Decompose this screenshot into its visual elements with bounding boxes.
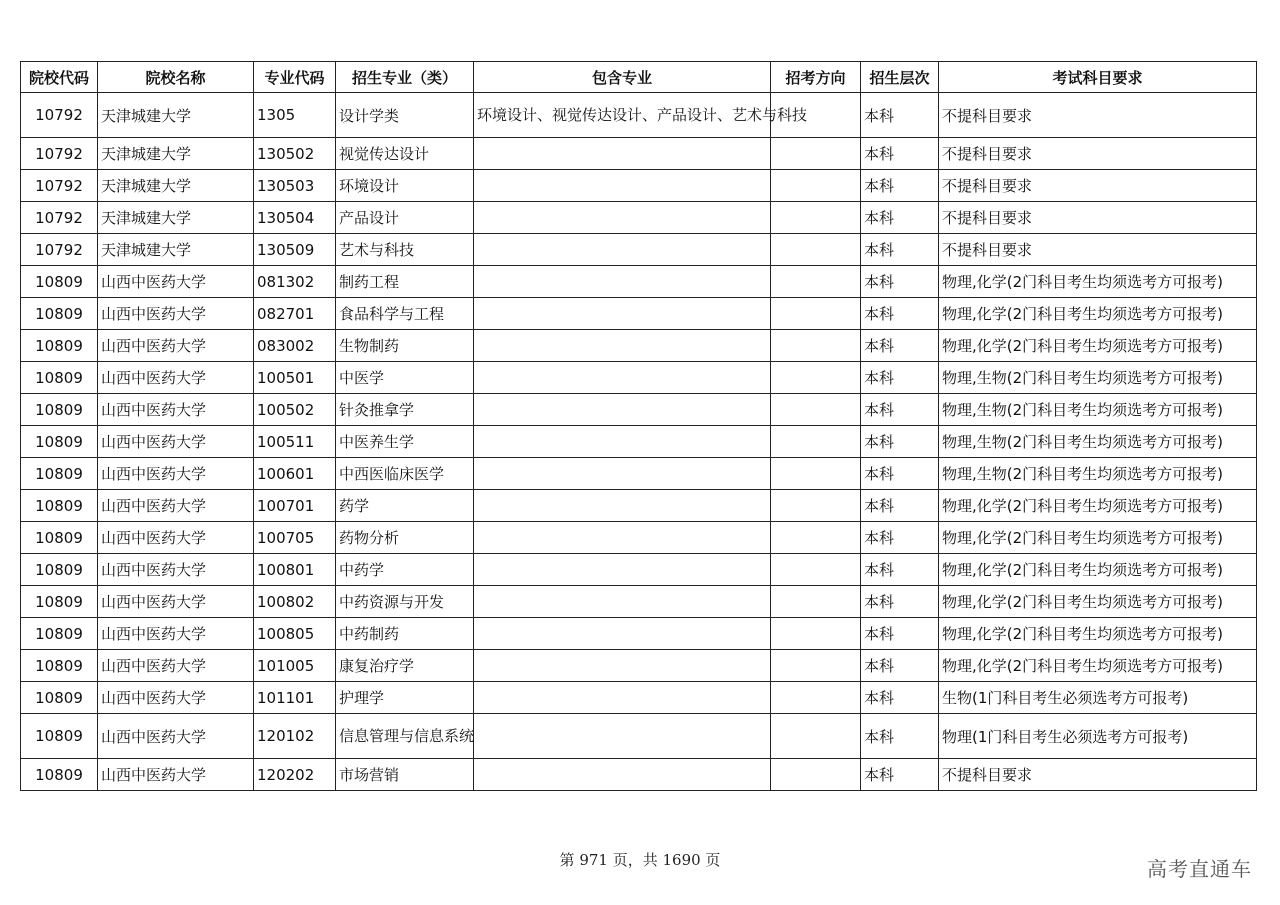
cell-major-code: 120102 bbox=[254, 714, 336, 759]
cell-school-code: 10792 bbox=[21, 234, 98, 266]
table-row bbox=[21, 394, 1257, 426]
cell-subject-requirements: 不提科目要求 bbox=[939, 759, 1257, 791]
cell-direction bbox=[771, 759, 861, 791]
page-number: 第 971 页，共 1690 页 bbox=[559, 851, 721, 869]
cell-major-category: 中药制药 bbox=[336, 618, 474, 650]
cell-subject-requirements: 物理,化学(2门科目考生均须选考方可报考) bbox=[939, 490, 1257, 522]
cell-major-code: 100705 bbox=[254, 522, 336, 554]
cell-included-majors bbox=[474, 586, 771, 618]
cell-school-name: 山西中医药大学 bbox=[98, 298, 254, 330]
cell-direction bbox=[771, 298, 861, 330]
cell-direction bbox=[771, 266, 861, 298]
cell-major-code: 101101 bbox=[254, 682, 336, 714]
cell-major-category: 市场营销 bbox=[336, 759, 474, 791]
cell-school-code: 10809 bbox=[21, 714, 98, 759]
cell-direction bbox=[771, 586, 861, 618]
cell-included-majors bbox=[474, 490, 771, 522]
cell-major-code: 100801 bbox=[254, 554, 336, 586]
cell-major-code: 100502 bbox=[254, 394, 336, 426]
cell-major-category: 视觉传达设计 bbox=[336, 138, 474, 170]
cell-school-name: 天津城建大学 bbox=[98, 93, 254, 138]
cell-direction bbox=[771, 618, 861, 650]
cell-direction bbox=[771, 330, 861, 362]
cell-included-majors bbox=[474, 330, 771, 362]
cell-level: 本科 bbox=[861, 298, 939, 330]
cell-major-category: 中医养生学 bbox=[336, 426, 474, 458]
cell-included-majors bbox=[474, 650, 771, 682]
cell-included-majors bbox=[474, 682, 771, 714]
cell-subject-requirements: 物理,化学(2门科目考生均须选考方可报考) bbox=[939, 330, 1257, 362]
cell-included-majors: 环境设计、视觉传达设计、产品设计、艺术与科技 bbox=[474, 93, 771, 138]
cell-school-name: 山西中医药大学 bbox=[98, 490, 254, 522]
cell-subject-requirements: 不提科目要求 bbox=[939, 202, 1257, 234]
cell-major-code: 081302 bbox=[254, 266, 336, 298]
cell-school-name: 天津城建大学 bbox=[98, 202, 254, 234]
header-school-name: 院校名称 bbox=[98, 62, 254, 93]
cell-school-name: 天津城建大学 bbox=[98, 234, 254, 266]
cell-level: 本科 bbox=[861, 362, 939, 394]
cell-level: 本科 bbox=[861, 330, 939, 362]
cell-major-code: 100802 bbox=[254, 586, 336, 618]
cell-level: 本科 bbox=[861, 138, 939, 170]
cell-major-category: 食品科学与工程 bbox=[336, 298, 474, 330]
cell-subject-requirements: 物理(1门科目考生必须选考方可报考) bbox=[939, 714, 1257, 759]
cell-direction bbox=[771, 234, 861, 266]
admissions-table bbox=[20, 61, 1257, 791]
cell-level: 本科 bbox=[861, 266, 939, 298]
table-row bbox=[21, 618, 1257, 650]
cell-level: 本科 bbox=[861, 170, 939, 202]
table-row bbox=[21, 330, 1257, 362]
table-row bbox=[21, 298, 1257, 330]
cell-level: 本科 bbox=[861, 714, 939, 759]
cell-school-name: 山西中医药大学 bbox=[98, 554, 254, 586]
cell-school-code: 10809 bbox=[21, 458, 98, 490]
cell-subject-requirements: 物理,化学(2门科目考生均须选考方可报考) bbox=[939, 618, 1257, 650]
table-row bbox=[21, 170, 1257, 202]
table-row bbox=[21, 490, 1257, 522]
cell-included-majors bbox=[474, 714, 771, 759]
watermark-logo-text: 高考直通车 bbox=[1147, 857, 1252, 881]
table-row bbox=[21, 426, 1257, 458]
table-row bbox=[21, 362, 1257, 394]
cell-school-name: 山西中医药大学 bbox=[98, 650, 254, 682]
cell-school-name: 山西中医药大学 bbox=[98, 330, 254, 362]
cell-subject-requirements: 物理,生物(2门科目考生均须选考方可报考) bbox=[939, 426, 1257, 458]
cell-included-majors bbox=[474, 554, 771, 586]
cell-school-name: 山西中医药大学 bbox=[98, 426, 254, 458]
cell-level: 本科 bbox=[861, 458, 939, 490]
cell-included-majors bbox=[474, 234, 771, 266]
cell-major-category: 药学 bbox=[336, 490, 474, 522]
cell-school-code: 10809 bbox=[21, 298, 98, 330]
cell-major-code: 083002 bbox=[254, 330, 336, 362]
cell-school-name: 天津城建大学 bbox=[98, 170, 254, 202]
table-row bbox=[21, 759, 1257, 791]
cell-included-majors bbox=[474, 426, 771, 458]
table-row bbox=[21, 586, 1257, 618]
cell-school-name: 山西中医药大学 bbox=[98, 458, 254, 490]
cell-direction bbox=[771, 554, 861, 586]
cell-school-name: 山西中医药大学 bbox=[98, 759, 254, 791]
table-row bbox=[21, 202, 1257, 234]
cell-major-code: 130504 bbox=[254, 202, 336, 234]
cell-school-code: 10809 bbox=[21, 759, 98, 791]
cell-major-category: 设计学类 bbox=[336, 93, 474, 138]
cell-school-code: 10809 bbox=[21, 522, 98, 554]
table-row bbox=[21, 458, 1257, 490]
cell-school-code: 10792 bbox=[21, 202, 98, 234]
cell-level: 本科 bbox=[861, 93, 939, 138]
table-row bbox=[21, 650, 1257, 682]
cell-major-category: 产品设计 bbox=[336, 202, 474, 234]
cell-included-majors bbox=[474, 202, 771, 234]
cell-school-code: 10809 bbox=[21, 650, 98, 682]
header-major-category: 招生专业（类） bbox=[336, 62, 474, 93]
table-body bbox=[21, 93, 1257, 791]
cell-subject-requirements: 不提科目要求 bbox=[939, 138, 1257, 170]
cell-major-category: 针灸推拿学 bbox=[336, 394, 474, 426]
cell-school-name: 山西中医药大学 bbox=[98, 586, 254, 618]
cell-level: 本科 bbox=[861, 394, 939, 426]
header-major-code: 专业代码 bbox=[254, 62, 336, 93]
table-row bbox=[21, 234, 1257, 266]
cell-level: 本科 bbox=[861, 522, 939, 554]
cell-subject-requirements: 物理,生物(2门科目考生均须选考方可报考) bbox=[939, 362, 1257, 394]
cell-major-code: 101005 bbox=[254, 650, 336, 682]
cell-major-code: 100501 bbox=[254, 362, 336, 394]
cell-major-code: 100511 bbox=[254, 426, 336, 458]
cell-major-code: 082701 bbox=[254, 298, 336, 330]
cell-school-name: 山西中医药大学 bbox=[98, 266, 254, 298]
table-row bbox=[21, 714, 1257, 759]
cell-subject-requirements: 不提科目要求 bbox=[939, 170, 1257, 202]
cell-level: 本科 bbox=[861, 234, 939, 266]
cell-major-code: 100701 bbox=[254, 490, 336, 522]
cell-direction bbox=[771, 394, 861, 426]
cell-subject-requirements: 物理,生物(2门科目考生均须选考方可报考) bbox=[939, 394, 1257, 426]
table-row bbox=[21, 266, 1257, 298]
cell-major-code: 100601 bbox=[254, 458, 336, 490]
cell-subject-requirements: 物理,化学(2门科目考生均须选考方可报考) bbox=[939, 554, 1257, 586]
cell-major-category: 护理学 bbox=[336, 682, 474, 714]
cell-included-majors bbox=[474, 618, 771, 650]
cell-school-name: 山西中医药大学 bbox=[98, 394, 254, 426]
cell-included-majors bbox=[474, 138, 771, 170]
cell-subject-requirements: 物理,化学(2门科目考生均须选考方可报考) bbox=[939, 266, 1257, 298]
cell-major-category: 信息管理与信息系统 bbox=[336, 714, 474, 759]
cell-school-code: 10809 bbox=[21, 394, 98, 426]
cell-school-code: 10809 bbox=[21, 362, 98, 394]
cell-direction bbox=[771, 202, 861, 234]
cell-major-category: 康复治疗学 bbox=[336, 650, 474, 682]
cell-included-majors bbox=[474, 170, 771, 202]
cell-school-code: 10809 bbox=[21, 426, 98, 458]
table-row bbox=[21, 522, 1257, 554]
cell-direction bbox=[771, 490, 861, 522]
cell-major-category: 中药学 bbox=[336, 554, 474, 586]
cell-subject-requirements: 物理,化学(2门科目考生均须选考方可报考) bbox=[939, 650, 1257, 682]
cell-subject-requirements: 物理,化学(2门科目考生均须选考方可报考) bbox=[939, 522, 1257, 554]
cell-school-code: 10792 bbox=[21, 93, 98, 138]
header-included-majors: 包含专业 bbox=[474, 62, 771, 93]
cell-included-majors bbox=[474, 394, 771, 426]
cell-level: 本科 bbox=[861, 682, 939, 714]
cell-direction bbox=[771, 522, 861, 554]
cell-major-code: 130503 bbox=[254, 170, 336, 202]
cell-direction bbox=[771, 714, 861, 759]
cell-level: 本科 bbox=[861, 426, 939, 458]
cell-subject-requirements: 生物(1门科目考生必须选考方可报考) bbox=[939, 682, 1257, 714]
table-row bbox=[21, 93, 1257, 138]
cell-direction bbox=[771, 458, 861, 490]
cell-major-category: 药物分析 bbox=[336, 522, 474, 554]
cell-level: 本科 bbox=[861, 759, 939, 791]
cell-major-code: 1305 bbox=[254, 93, 336, 138]
cell-included-majors bbox=[474, 298, 771, 330]
table-row bbox=[21, 554, 1257, 586]
cell-school-code: 10809 bbox=[21, 586, 98, 618]
cell-level: 本科 bbox=[861, 202, 939, 234]
cell-school-code: 10792 bbox=[21, 170, 98, 202]
cell-included-majors bbox=[474, 362, 771, 394]
cell-level: 本科 bbox=[861, 490, 939, 522]
table-row bbox=[21, 682, 1257, 714]
cell-direction bbox=[771, 138, 861, 170]
cell-major-category: 环境设计 bbox=[336, 170, 474, 202]
cell-major-category: 中西医临床医学 bbox=[336, 458, 474, 490]
cell-school-code: 10809 bbox=[21, 618, 98, 650]
cell-level: 本科 bbox=[861, 650, 939, 682]
cell-school-name: 山西中医药大学 bbox=[98, 714, 254, 759]
cell-level: 本科 bbox=[861, 586, 939, 618]
cell-school-name: 天津城建大学 bbox=[98, 138, 254, 170]
cell-school-code: 10809 bbox=[21, 682, 98, 714]
cell-school-name: 山西中医药大学 bbox=[98, 362, 254, 394]
cell-school-code: 10809 bbox=[21, 266, 98, 298]
header-subject-requirements: 考试科目要求 bbox=[939, 62, 1257, 93]
cell-major-code: 130502 bbox=[254, 138, 336, 170]
cell-school-name: 山西中医药大学 bbox=[98, 682, 254, 714]
cell-subject-requirements: 不提科目要求 bbox=[939, 234, 1257, 266]
table-row bbox=[21, 138, 1257, 170]
cell-direction bbox=[771, 362, 861, 394]
cell-major-code: 130509 bbox=[254, 234, 336, 266]
cell-subject-requirements: 物理,生物(2门科目考生均须选考方可报考) bbox=[939, 458, 1257, 490]
cell-major-category: 艺术与科技 bbox=[336, 234, 474, 266]
cell-included-majors bbox=[474, 759, 771, 791]
cell-included-majors bbox=[474, 522, 771, 554]
cell-level: 本科 bbox=[861, 554, 939, 586]
header-school-code: 院校代码 bbox=[21, 62, 98, 93]
cell-level: 本科 bbox=[861, 618, 939, 650]
cell-direction bbox=[771, 170, 861, 202]
cell-school-code: 10792 bbox=[21, 138, 98, 170]
cell-school-code: 10809 bbox=[21, 554, 98, 586]
cell-direction bbox=[771, 650, 861, 682]
cell-major-code: 100805 bbox=[254, 618, 336, 650]
cell-school-name: 山西中医药大学 bbox=[98, 618, 254, 650]
cell-major-category: 中药资源与开发 bbox=[336, 586, 474, 618]
cell-school-code: 10809 bbox=[21, 330, 98, 362]
header-direction: 招考方向 bbox=[771, 62, 861, 93]
header-level: 招生层次 bbox=[861, 62, 939, 93]
cell-direction bbox=[771, 682, 861, 714]
cell-major-category: 生物制药 bbox=[336, 330, 474, 362]
cell-school-name: 山西中医药大学 bbox=[98, 522, 254, 554]
cell-included-majors bbox=[474, 266, 771, 298]
cell-subject-requirements: 物理,化学(2门科目考生均须选考方可报考) bbox=[939, 586, 1257, 618]
cell-major-code: 120202 bbox=[254, 759, 336, 791]
cell-subject-requirements: 物理,化学(2门科目考生均须选考方可报考) bbox=[939, 298, 1257, 330]
cell-included-majors bbox=[474, 458, 771, 490]
cell-direction bbox=[771, 426, 861, 458]
cell-major-category: 中医学 bbox=[336, 362, 474, 394]
cell-school-code: 10809 bbox=[21, 490, 98, 522]
cell-subject-requirements: 不提科目要求 bbox=[939, 93, 1257, 138]
table-header-row bbox=[21, 62, 1257, 93]
cell-major-category: 制药工程 bbox=[336, 266, 474, 298]
